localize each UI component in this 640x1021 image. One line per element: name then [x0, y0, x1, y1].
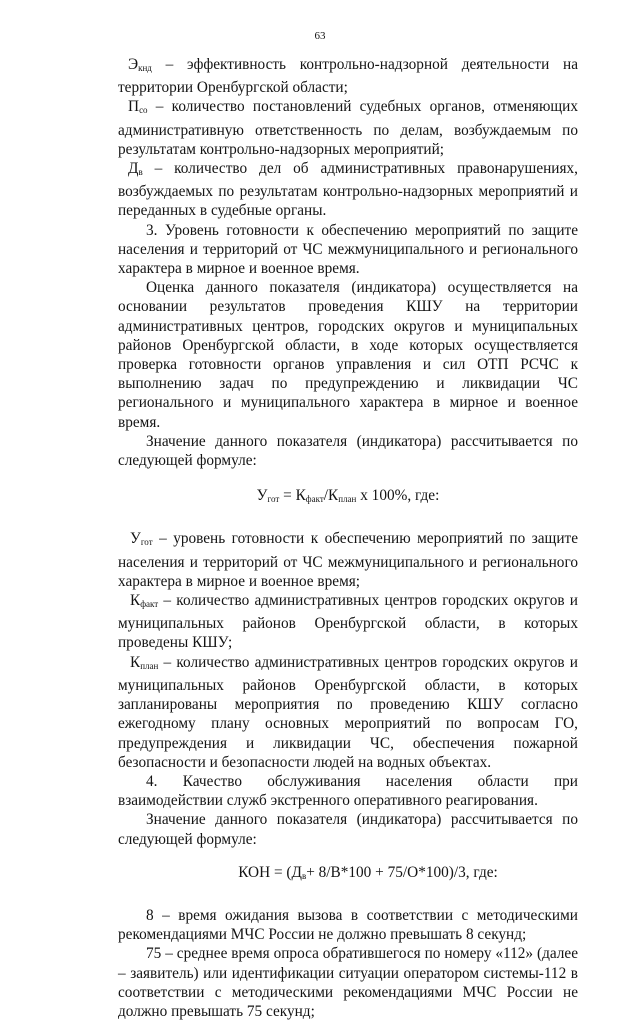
definition-text: – количество дел об административных правонарушениях, возбуждаемых по результатам контрольно-надзорных мероприятий и переданных в судебные органы. [118, 160, 578, 220]
symbol-subscript: план [140, 660, 159, 671]
formula-lhs: КОН = (Д [238, 863, 302, 881]
formula-rest: x 100%, где: [356, 487, 440, 505]
formula-slash: /К [323, 487, 339, 505]
symbol: П [128, 98, 140, 116]
section-4-formula-intro: Значение данного показателя (индикатора) рассчитывается по следующей формуле: [118, 811, 578, 848]
definition-kfakt [118, 591, 578, 653]
section-3-assessment: Оценка данного показателя (индикатора) осуществляется на основании результатов проведения КШУ на территории административных центров, городских округов и муниципальных районов Оренбургской области, в ходе которых осуществляется проверка готовности органов управления и сил ОТП РСЧС к выполнению задач по предупреждению и ликвидации ЧС регионального и муниципального характера в мирное и военное время. [118, 279, 578, 431]
symbol: К [130, 653, 141, 671]
formula-ugot [118, 486, 578, 509]
symbol: Д [128, 160, 139, 178]
symbol: У [130, 530, 141, 548]
formula-subscript: план [338, 494, 357, 505]
page-number: 63 [314, 30, 326, 42]
formula-subscript: в [301, 870, 307, 881]
definition-ugot [118, 529, 578, 591]
definition-text: – количество административных центров городских округов и муниципальных районов Оренбургской области, в которых запланированы мероприятия по проведению КШУ согласно ежегодному плану основных мероприятий по вопросам ГО, предупреждения и ликвидации ЧС, обеспечения пожарной безопасности и безопасности людей на водных объектах. [118, 653, 578, 771]
formula-eq: = К [279, 487, 306, 505]
formula-subscript: факт [305, 494, 324, 505]
formula-subscript: гот [267, 494, 280, 505]
section-4-heading: 4. Качество обслуживания населения области при взаимодействии служб экстренного оперативного реагирования. [118, 772, 578, 810]
definition-text: – количество административных центров городских округов и муниципальных районов Оренбургской области, в которых проведены КШУ; [118, 592, 578, 652]
symbol-subscript: гот [140, 537, 153, 548]
section-3-heading: 3. Уровень готовности к обеспечению мероприятий по защите населения и территорий от ЧС межмуниципального и регионального характера в мирное и военное время. [118, 221, 578, 278]
section-3-formula-intro: Значение данного показателя (индикатора) рассчитывается по следующей формуле: [118, 432, 578, 470]
symbol-subscript: факт [140, 599, 159, 610]
definition-text: – эффективность контрольно-надзорной деятельности на территории Оренбургской области; [118, 56, 578, 97]
symbol-subscript: со [139, 105, 148, 116]
definition-text: – количество постановлений судебных органов, отменяющих административную ответственность по делам, возбуждаемым по результатам контрольно-надзорных мероприятий; [118, 98, 578, 158]
symbol: К [130, 592, 141, 610]
definition-ekn [118, 55, 578, 97]
definition-pso [118, 97, 578, 159]
symbol-subscript: в [138, 167, 143, 178]
symbol-subscript: кнд [138, 63, 152, 73]
definition-kplan [118, 653, 578, 772]
definition-text: – уровень готовности к обеспечению мероприятий по защите населения и территорий от ЧС межмуниципального и регионального характера в мирное и военное время; [118, 530, 578, 590]
definition-8: 8 – время ожидания вызова в соответствии с методическими рекомендациями МЧС России не должно превышать 8 секунд; [118, 906, 578, 944]
formula-lhs: У [256, 487, 268, 505]
symbol: Э [128, 56, 139, 73]
formula-kon [118, 863, 578, 886]
document-body [118, 55, 578, 1021]
formula-rest: + 8/В*100 + 75/О*100)/3, где: [306, 863, 498, 881]
definition-dv [118, 159, 578, 221]
definition-75: 75 – среднее время опроса обратившегося по номеру «112» (далее – заявитель) или идентификации ситуации оператором системы-112 в соответствии с методическими рекомендациями МЧС России не должно превышать 75 секунд; [118, 945, 578, 1020]
